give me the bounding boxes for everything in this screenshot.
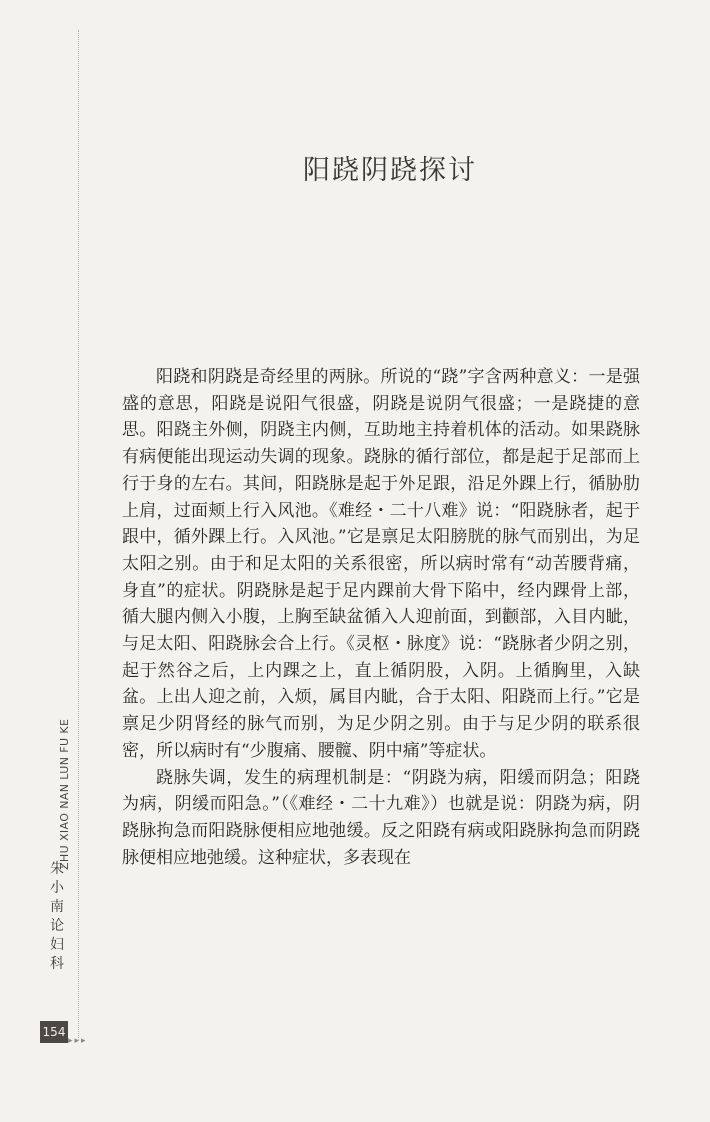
body-text — [122, 364, 640, 871]
book-title-char: 朱 — [50, 861, 64, 877]
book-title-char: 科 — [50, 956, 64, 972]
chapter-title: 阳跷阴跷探讨 — [303, 155, 477, 186]
book-title-char: 南 — [50, 899, 64, 915]
book-title-pinyin: ZHU XIAO NAN LUN FU KE — [58, 718, 71, 870]
book-title-char: 论 — [50, 918, 64, 934]
book-title-char: 小 — [50, 880, 64, 896]
page-arrows-icon: ▸▸▸ — [68, 1036, 88, 1046]
paragraph-2: 跷脉失调，发生的病理机制是：“阴跷为病，阳缓而阴急；阳跷为病，阴缓而阳急。”（《难经・二十九难》）也就是说：阴跷为病，阴跷脉拘急而阳跷脉便相应地弛缓。反之阳跷有病或阳跷脉拘急而阴跷脉便相应地弛缓。这种症状，多表现在 — [122, 767, 640, 868]
page-number: 154 — [40, 1021, 68, 1043]
paragraph-1: 阳跷和阴跷是奇经里的两脉。所说的“跷”字含两种意义：一是强盛的意思，阳跷是说阳气很盛，阴跷是说阴气很盛；一是跷捷的意思。阳跷主外侧，阴跷主内侧，互助地主持着机体的活动。如果跷脉有病便能出现运动失调的现象。跷脉的循行部位，都是起于足部而上行于身的左右。其间，阳跷脉是起于外足跟，沿足外踝上行，循胁肋上肩，过面颊上行入风池。《难经・二十八难》说：“阳跷脉者，起于跟中，循外踝上行。入风池。”它是禀足太阳膀胱的脉气而别出，为足太阳之别。由于和足太阳的关系很密，所以病时常有“动苦腰背痛，身直”的症状。阴跷脉是起于足内踝前大骨下陷中，经内踝骨上部，循大腿内侧入小腹，上胸至缺盆循入人迎前面，到颧部，入目内眦，与足太阳、阳跷脉会合上行。《灵枢・脉度》说：“跷脉者少阴之别，起于然谷之后，上内踝之上，直上循阴股，入阴。上循胸里，入缺盆。上出人迎之前，入烦，属目内眦，合于太阳、阳跷而上行。”它是禀足少阴肾经的脉气而别，为足少阴之别。由于与足少阴的联系很密，所以病时有“少腹痛、腰髋、阴中痛”等症状。 — [122, 367, 640, 761]
book-title-char: 妇 — [50, 937, 64, 953]
book-title-vertical — [48, 860, 66, 974]
